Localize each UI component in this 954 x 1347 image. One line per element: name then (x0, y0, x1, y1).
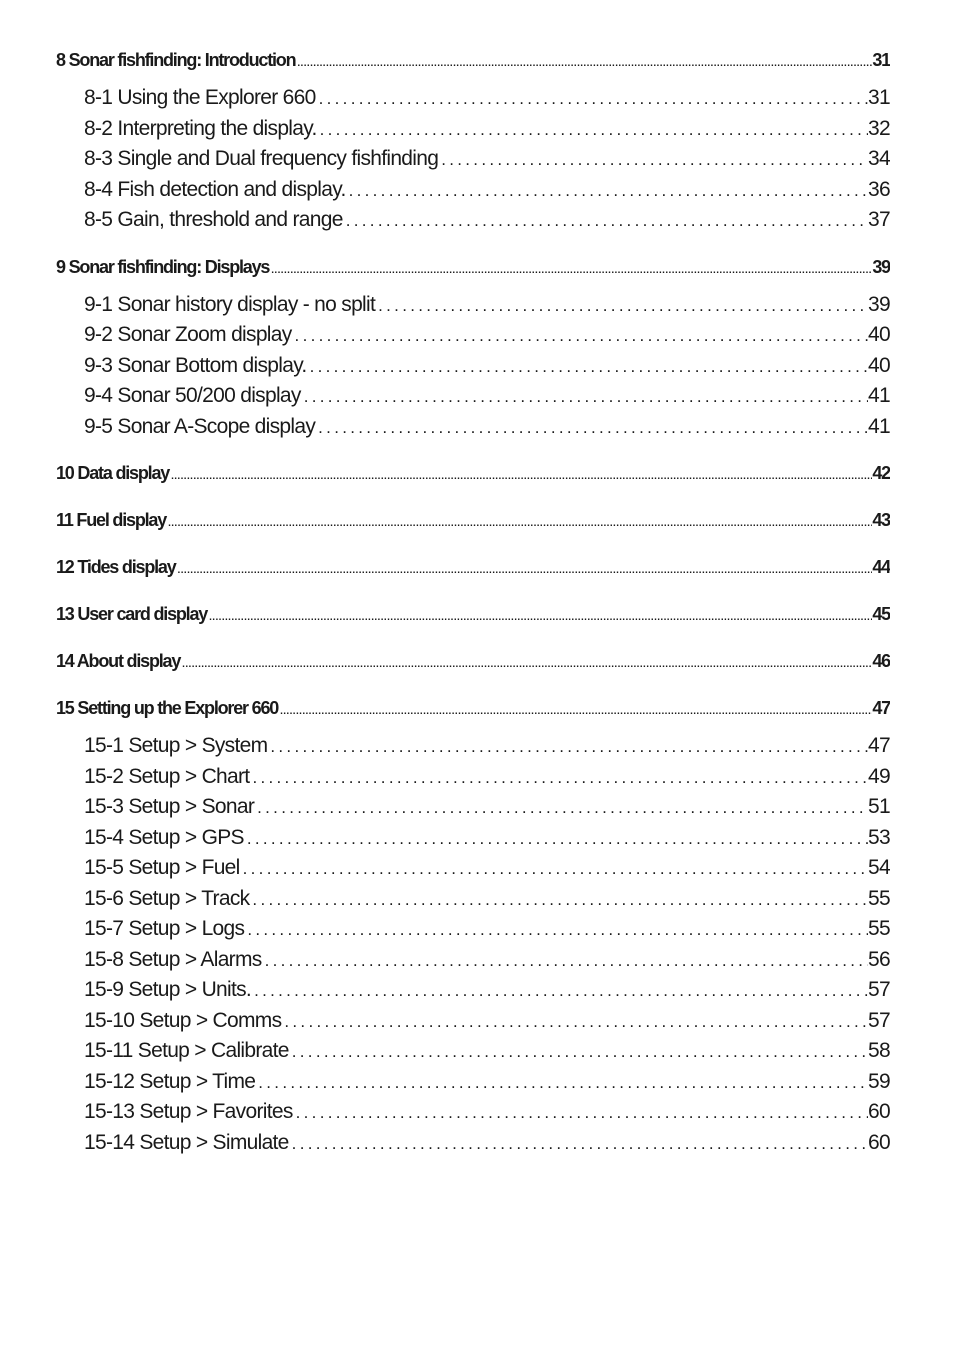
toc-subsection-entry[interactable] (56, 1006, 890, 1037)
toc-page-number: 32 (868, 116, 890, 140)
toc-entry-title: 9-1 Sonar history display - no split (84, 292, 376, 316)
toc-chapter-entry[interactable] (56, 645, 890, 677)
toc-subsection-entry[interactable] (56, 1036, 890, 1067)
toc-entry-title: 9-3 Sonar Bottom display. (84, 353, 307, 377)
toc-section (56, 598, 890, 630)
dot-leader (252, 763, 868, 793)
toc-subsection-entry[interactable] (56, 412, 890, 443)
toc-entry-title: 15-6 Setup > Track (84, 886, 250, 910)
toc-entry-title: 9-5 Sonar A-Scope display (84, 414, 316, 438)
toc-subsection-entry[interactable] (56, 945, 890, 976)
toc-page-number: 41 (868, 414, 890, 438)
toc-subsection-entry[interactable] (56, 320, 890, 351)
dot-leader (168, 508, 872, 536)
toc-page-number: 60 (868, 1100, 890, 1123)
toc-section (56, 457, 890, 489)
toc-page-number: 56 (868, 947, 890, 971)
dot-leader (265, 946, 868, 976)
toc-entry-title: 15-7 Setup > Logs (84, 917, 245, 940)
toc-subsection-entry[interactable] (56, 290, 890, 321)
toc-page-number: 40 (868, 353, 890, 377)
dot-leader (297, 48, 872, 76)
toc-chapter-entry[interactable] (56, 551, 890, 583)
toc-page-number: 40 (868, 323, 890, 346)
dot-leader (247, 824, 868, 854)
toc-page-number: 47 (872, 698, 890, 718)
toc-section (56, 504, 890, 536)
toc-chapter-entry[interactable] (56, 251, 890, 283)
toc-entry-title: 15-4 Setup > GPS (84, 825, 244, 849)
toc-subsection-entry[interactable] (56, 83, 890, 114)
toc-chapter-entry[interactable] (56, 457, 890, 489)
toc-entry-title: 8-4 Fish detection and display. (84, 177, 346, 201)
toc-page-number: 39 (868, 292, 890, 316)
toc-entry-title: 15-1 Setup > System (84, 734, 268, 757)
toc-entry-title: 10 Data display (56, 463, 170, 483)
toc-page-number: 41 (868, 384, 890, 407)
toc-entry-title: 15-2 Setup > Chart (84, 764, 250, 788)
toc-entry-title: 11 Fuel display (56, 510, 167, 530)
dot-leader (319, 84, 868, 114)
toc-subsection-entry[interactable] (56, 144, 890, 175)
toc-entry-title: 14 About display (56, 651, 181, 671)
toc-entry-title: 15-3 Setup > Sonar (84, 795, 255, 818)
toc-entry-title: 15-11 Setup > Calibrate (84, 1039, 289, 1062)
dot-leader (182, 649, 872, 677)
dot-leader (171, 461, 872, 489)
toc-page-number: 60 (868, 1130, 890, 1154)
dot-leader (254, 976, 868, 1006)
toc-page-number: 47 (868, 734, 890, 757)
toc-subsection-entry[interactable] (56, 1128, 890, 1159)
toc-section (56, 645, 890, 677)
dot-leader (378, 291, 868, 321)
toc-subsection-entry[interactable] (56, 762, 890, 793)
toc-subsection-entry[interactable] (56, 205, 890, 236)
toc-entry-title: 15-8 Setup > Alarms (84, 947, 262, 971)
toc-page-number: 54 (868, 856, 890, 879)
toc-page-number: 39 (872, 256, 890, 277)
toc-entry-title: 15-12 Setup > Time (84, 1069, 256, 1093)
toc-subsection-entry[interactable] (56, 175, 890, 206)
dot-leader (310, 352, 868, 382)
toc-entry-title: 8-5 Gain, threshold and range (84, 208, 343, 231)
toc-page-number: 55 (868, 886, 890, 910)
toc-page-number: 58 (868, 1039, 890, 1062)
toc-page-number: 36 (868, 177, 890, 201)
dot-leader (346, 206, 868, 236)
toc-entry-title: 13 User card display (56, 604, 208, 624)
toc-page-number: 43 (872, 510, 890, 530)
toc-entry-title: 8-2 Interpreting the display. (84, 116, 317, 140)
toc-subsection-entry[interactable] (56, 975, 890, 1006)
dot-leader (252, 885, 868, 915)
dot-leader (295, 321, 868, 351)
toc-entry-title: 8 Sonar fishfinding: Introduction (56, 50, 296, 70)
toc-page-number: 34 (868, 147, 890, 170)
dot-leader (284, 1007, 868, 1037)
toc-chapter-entry[interactable] (56, 504, 890, 536)
dot-leader (296, 1098, 868, 1128)
dot-leader (320, 115, 868, 145)
toc-entry-title: 15-10 Setup > Comms (84, 1008, 282, 1032)
toc-subsection-entry[interactable] (56, 381, 890, 412)
dot-leader (178, 555, 873, 583)
toc-page-number: 44 (872, 557, 890, 577)
dot-leader (258, 1068, 868, 1098)
toc-subsection-entry[interactable] (56, 1067, 890, 1098)
toc-chapter-entry[interactable] (56, 692, 890, 724)
toc-page-number: 53 (868, 825, 890, 849)
toc-page-number: 31 (868, 86, 890, 109)
toc-section (56, 692, 890, 1158)
toc-page-number: 51 (868, 795, 890, 818)
table-of-contents (56, 44, 890, 1173)
dot-leader (318, 413, 868, 443)
dot-leader (280, 696, 872, 724)
toc-entry-title: 15-9 Setup > Units. (84, 978, 252, 1001)
toc-page-number: 37 (868, 208, 890, 231)
toc-entry-title: 12 Tides display (56, 557, 176, 577)
toc-entry-title: 15-13 Setup > Favorites (84, 1100, 293, 1123)
toc-page-number: 49 (868, 764, 890, 788)
dot-leader (270, 732, 868, 762)
toc-page-number: 31 (872, 50, 890, 70)
toc-section (56, 251, 890, 443)
dot-leader (441, 145, 868, 175)
toc-subsection-entry[interactable] (56, 1097, 890, 1128)
toc-page-number: 57 (868, 1008, 890, 1032)
dot-leader (304, 382, 868, 412)
toc-page-number: 55 (868, 917, 890, 940)
toc-chapter-entry[interactable] (56, 44, 890, 76)
toc-entry-title: 15 Setting up the Explorer 660 (56, 698, 279, 718)
toc-subsection-entry[interactable] (56, 351, 890, 382)
toc-chapter-entry[interactable] (56, 598, 890, 630)
toc-entry-title: 9-2 Sonar Zoom display (84, 323, 292, 346)
toc-entry-title: 9-4 Sonar 50/200 display (84, 384, 301, 407)
toc-entry-title: 8-3 Single and Dual frequency fishfinding (84, 147, 439, 170)
dot-leader (292, 1037, 868, 1067)
toc-entry-title: 15-5 Setup > Fuel (84, 856, 240, 879)
toc-subsection-entry[interactable] (56, 792, 890, 823)
toc-page-number: 42 (872, 463, 890, 483)
toc-subsection-entry[interactable] (56, 853, 890, 884)
toc-entry-title: 9 Sonar fishfinding: Displays (56, 256, 270, 277)
dot-leader (257, 793, 868, 823)
dot-leader (209, 602, 872, 630)
toc-subsection-entry[interactable] (56, 823, 890, 854)
dot-leader (243, 854, 868, 884)
toc-subsection-entry[interactable] (56, 114, 890, 145)
toc-page-number: 59 (868, 1069, 890, 1093)
dot-leader (247, 915, 868, 945)
toc-page-number: 45 (872, 604, 890, 624)
toc-section (56, 44, 890, 236)
toc-section (56, 551, 890, 583)
toc-page-number: 46 (872, 651, 890, 671)
dot-leader (292, 1129, 868, 1159)
toc-subsection-entry[interactable] (56, 914, 890, 945)
toc-subsection-entry[interactable] (56, 731, 890, 762)
dot-leader (271, 255, 872, 283)
toc-entry-title: 8-1 Using the Explorer 660 (84, 86, 316, 109)
toc-subsection-entry[interactable] (56, 884, 890, 915)
toc-entry-title: 15-14 Setup > Simulate (84, 1130, 289, 1154)
toc-page-number: 57 (868, 978, 890, 1001)
dot-leader (349, 176, 868, 206)
